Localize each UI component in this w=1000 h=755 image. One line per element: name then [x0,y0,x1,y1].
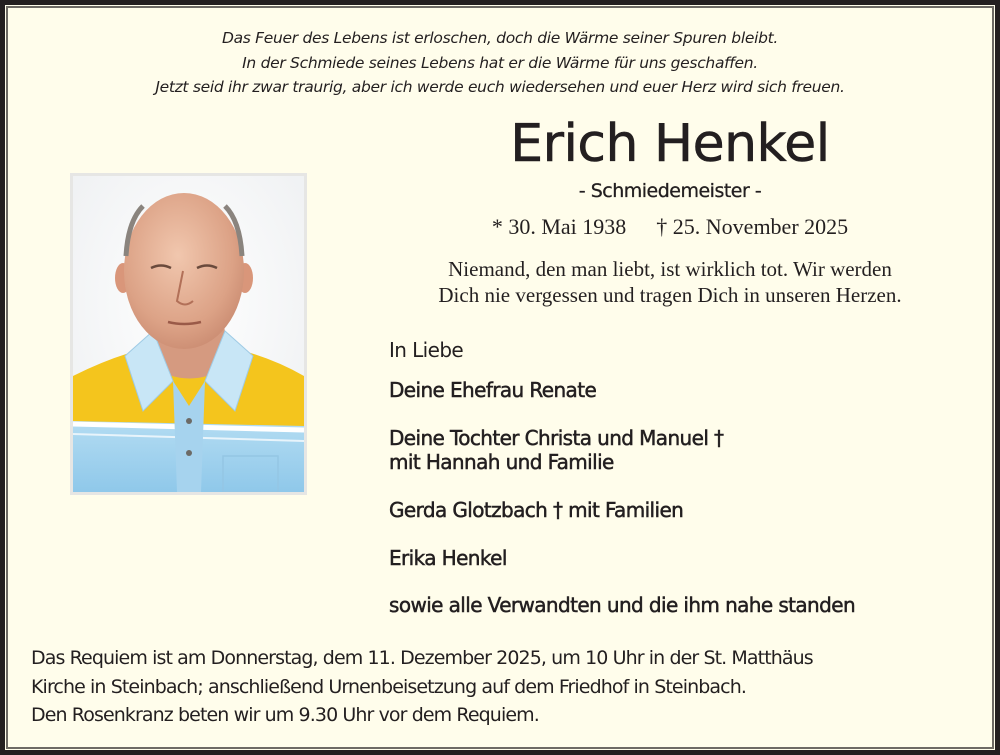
mourners-intro: In Liebe [389,338,464,362]
mourner-line: Deine Tochter Christa und Manuel † [389,426,724,450]
funeral-service-details [31,644,981,730]
life-dates [380,212,960,242]
mourner-entry [389,498,683,522]
birth-date: * 30. Mai 1938 [491,214,627,239]
service-line: Den Rosenkranz beten wir um 9.30 Uhr vor dem Requiem. [31,704,539,726]
service-line: Das Requiem ist am Donnerstag, dem 11. Dezember 2025, um 10 Uhr in der St. Matthäus [31,647,813,669]
mourner-line: Gerda Glotzbach † mit Familien [389,498,684,522]
quote-line: Niemand, den man liebt, ist wirklich tot. Wir werden [448,257,892,281]
mourner-entry [389,593,855,617]
portrait-image [73,176,304,492]
memorial-quote [360,256,980,308]
opening-poem [0,26,1000,100]
mourner-line: Erika Henkel [389,546,507,570]
poem-line: Jetzt seid ihr zwar traurig, aber ich werde euch wiedersehen und euer Herz wird sich freuen. [155,78,845,96]
mourner-line: Deine Ehefrau Renate [389,378,597,402]
mourner-line: mit Hannah und Familie [389,450,614,474]
mourner-entry [389,378,596,402]
service-line: Kirche in Steinbach; anschließend Urnenbeisetzung auf dem Friedhof in Steinbach. [31,675,746,698]
mourner-entry [389,546,507,570]
poem-line: Das Feuer des Lebens ist erloschen, doch die Wärme seiner Spuren bleibt. [221,29,779,47]
portrait-photo [70,173,307,495]
mourner-entry [389,426,723,474]
quote-line: Dich nie vergessen und tragen Dich in unseren Herzen. [438,283,902,307]
mourner-line: sowie alle Verwandten und die ihm nahe standen [389,593,856,617]
deceased-profession: - Schmiedemeister - [578,180,762,202]
death-date: † 25. November 2025 [656,214,849,239]
deceased-name: Erich Henkel [510,114,830,174]
poem-line: In der Schmiede seines Lebens hat er die Wärme für uns geschaffen. [242,53,758,72]
